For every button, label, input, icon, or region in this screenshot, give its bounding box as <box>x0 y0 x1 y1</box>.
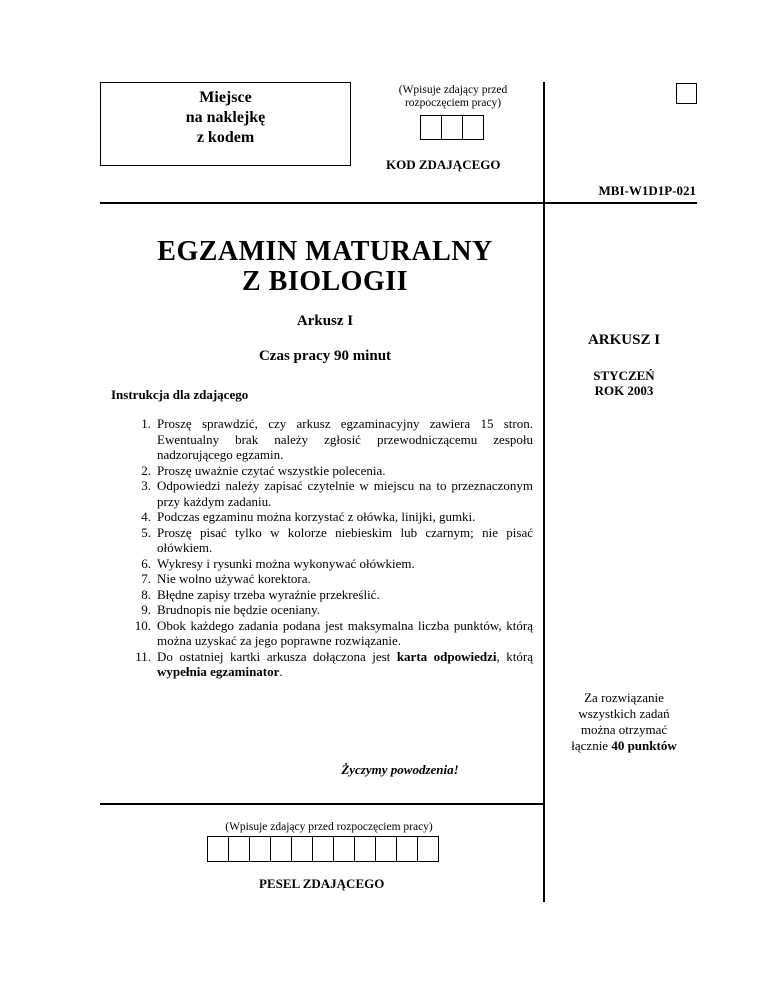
pesel-digit-box[interactable] <box>312 836 334 862</box>
instruction-item <box>125 525 533 556</box>
column-divider <box>543 82 545 902</box>
code-box[interactable] <box>462 115 484 140</box>
pesel-digit-box[interactable] <box>354 836 376 862</box>
exam-title: EGZAMIN MATURALNY <box>157 236 493 267</box>
instruction-number: 6. <box>141 555 151 571</box>
pesel-digit-box[interactable] <box>270 836 292 862</box>
instruction-emphasis: wypełnia egzaminator <box>157 664 280 679</box>
instruction-text: Wykresy i rysunki można wykonywać ołówkiem. <box>157 555 415 571</box>
exam-month: STYCZEŃ <box>593 368 655 383</box>
pesel-digit-box[interactable] <box>375 836 397 862</box>
top-rule <box>100 202 697 204</box>
instruction-number: 3. <box>141 478 151 493</box>
candidate-code-label: KOD ZDAJĄCEGO <box>386 157 501 172</box>
points-text: Za rozwiązanie wszystkich zadań można otrzymać łącznie <box>571 690 670 753</box>
instruction-text: Proszę uważnie czytać wszystkie polecenia. <box>157 462 386 478</box>
sticker-label: Miejsce na naklejkę z kodem <box>185 89 266 146</box>
exam-duration: Czas pracy 90 minut <box>258 348 392 364</box>
points-bold: 40 punktów <box>611 738 677 753</box>
instruction-text: Podczas egzaminu można korzystać z ołówka, linijki, gumki. <box>157 509 476 524</box>
sheet-label: Arkusz I <box>296 313 354 329</box>
instruction-fragment: Do ostatniej kartki arkusza dołączona jest <box>157 648 397 664</box>
pesel-digit-box[interactable] <box>417 836 439 862</box>
corner-checkbox[interactable] <box>676 83 697 104</box>
code-box[interactable] <box>420 115 442 140</box>
instruction-text <box>153 649 533 680</box>
instruction-number: 8. <box>141 586 151 602</box>
pesel-digit-box[interactable] <box>228 836 250 862</box>
total-points-note <box>545 690 703 754</box>
instruction-number: 5. <box>141 524 151 540</box>
instruction-text: Obok każdego zadania podana jest maksymalna liczba punktów, którą można uzyskać za jego poprawne rozwiązanie. <box>157 617 533 648</box>
pesel-digit-box[interactable] <box>291 836 313 862</box>
instruction-text: Proszę pisać tylko w kolorze niebieskim lub czarnym; nie pisać ołówkiem. <box>157 524 533 555</box>
instruction-item <box>125 602 533 618</box>
exam-subject: Z BIOLOGII <box>241 266 409 297</box>
instruction-text: Nie wolno używać korektora. <box>157 571 311 586</box>
instruction-item <box>125 478 533 509</box>
instruction-text: Brudnopis nie będzie oceniany. <box>157 602 321 617</box>
instruction-number: 2. <box>141 462 151 478</box>
pesel-digit-box[interactable] <box>333 836 355 862</box>
pesel-boxes <box>207 836 439 862</box>
instruction-fragment: , którą <box>496 648 534 664</box>
candidate-note-top: (Wpisuje zdający przed rozpoczęciem pracy) <box>398 84 508 109</box>
instruction-number: 11. <box>135 648 151 664</box>
instruction-number: 4. <box>141 509 151 524</box>
instruction-number: 10. <box>134 617 151 633</box>
pesel-digit-box[interactable] <box>396 836 418 862</box>
pesel-digit-box[interactable] <box>207 836 229 862</box>
instruction-item <box>125 556 533 572</box>
code-box[interactable] <box>441 115 463 140</box>
sheet-code: MBI-W1D1P-021 <box>598 183 696 198</box>
pesel-digit-box[interactable] <box>249 836 271 862</box>
instruction-number: 1. <box>141 416 151 431</box>
instruction-emphasis: karta odpowiedzi <box>396 648 497 664</box>
instruction-item <box>125 571 533 587</box>
instruction-item <box>125 587 533 603</box>
instruction-fragment: . <box>279 664 283 679</box>
instructions-heading: Instrukcja dla zdającego <box>111 387 249 402</box>
exam-year: ROK 2003 <box>594 383 654 398</box>
pesel-label: PESEL ZDAJĄCEGO <box>259 876 385 891</box>
instruction-item <box>125 649 533 680</box>
candidate-note-bottom: (Wpisuje zdający przed rozpoczęciem pracy) <box>225 821 433 833</box>
instruction-number: 9. <box>141 602 151 617</box>
instruction-item <box>125 416 533 463</box>
instruction-text: Proszę sprawdzić, czy arkusz egzaminacyjny zawiera 15 stron. Ewentualny brak należy zgłosić przewodniczącemu zespołu nadzorującego egzamin. <box>157 416 533 462</box>
instructions-list <box>125 416 533 680</box>
instruction-text: Błędne zapisy trzeba wyraźnie przekreślić. <box>157 586 380 602</box>
instruction-item <box>125 509 533 525</box>
candidate-code-boxes <box>420 115 484 140</box>
sticker-placeholder <box>100 82 351 166</box>
instruction-text: Odpowiedzi należy zapisać czytelnie w miejscu na to przeznaczonym przy każdym zadaniu. <box>157 478 533 509</box>
wishes-text: Życzymy powodzenia! <box>341 762 459 777</box>
instruction-item <box>125 463 533 479</box>
bottom-rule <box>100 803 543 805</box>
right-sheet-label: ARKUSZ I <box>587 332 661 348</box>
instruction-item <box>125 618 533 649</box>
instruction-number: 7. <box>141 571 151 586</box>
